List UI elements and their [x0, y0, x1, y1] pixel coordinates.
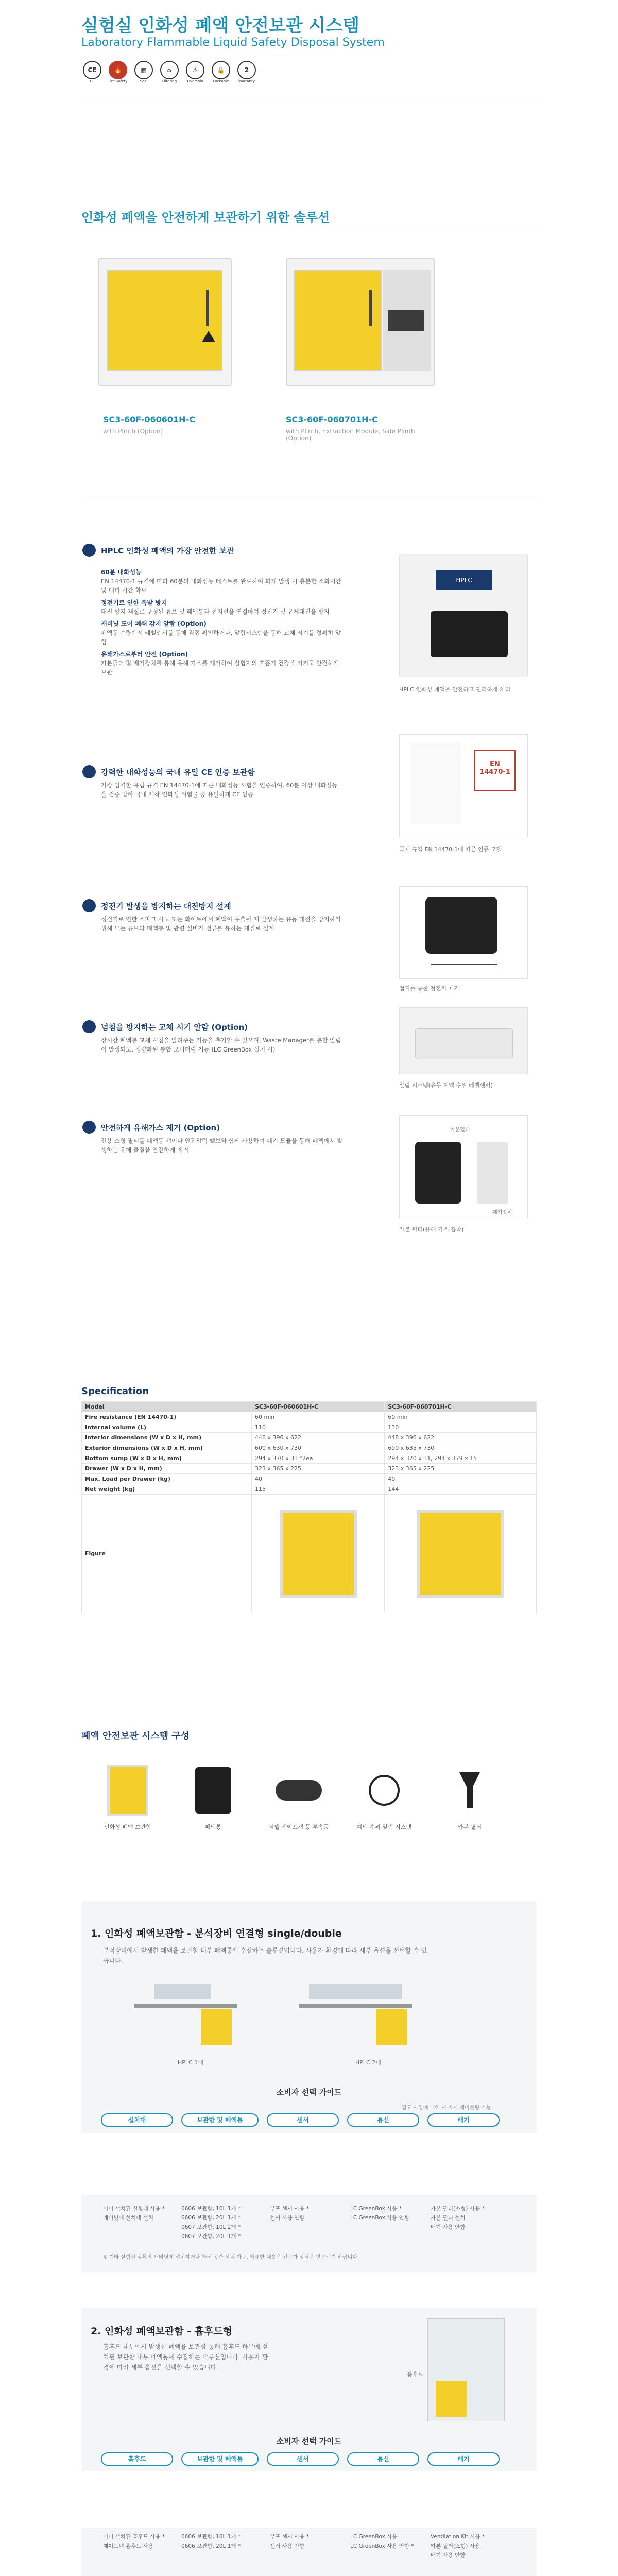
- intro-heading: 인화성 폐액을 안전하게 보관하기 위한 솔루션: [81, 210, 330, 225]
- lock-icon: 🔒 Lockable: [210, 61, 232, 87]
- step-1-body: 분석장비에서 발생한 폐액을 보관함 내부 폐액통에 수집하는 솔루션입니다. 사용자 환경에 따라 세부 옵션을 선택할 수 있습니다.: [103, 1947, 427, 1964]
- feature-4-title-row: [82, 1020, 248, 1033]
- step-1-opt-col-4: LC GreenBox 사용 * LC GreenBox 사용 안함: [350, 2206, 410, 2221]
- feature-1-item-1-body: EN 14470-1 규격에 따라 60분의 내화성능 테스트를 완료하여 화재 발생 시 충분한 소화시간 및 대피 시간 확보: [101, 578, 341, 594]
- feature-5-caption: 카본 필터(유해 가스 흡착): [399, 1226, 464, 1233]
- step-1-fig-1-label: HPLC 1대: [178, 2059, 203, 2066]
- tab-communication[interactable]: 통신: [347, 2113, 419, 2127]
- filter-icon: [82, 1121, 96, 1134]
- system-item-level-alarm: 폐액 수위 알림 시스템: [352, 1762, 416, 1831]
- table-row: Drawer (W x D x H, mm) 323 x 365 x 225 323 x 365 x 225: [82, 1464, 537, 1474]
- feature-3-body: 정전기로 인한 스파크 사고 또는 화이트에서 폐액이 유출될 때 발생하는 유동 대전을 방지하기 위해 모든 튜브와 폐액통 및 관련 설비가 전류를 통하는 재질로 설계: [101, 916, 341, 932]
- step-2-opt-col-5: Ventilation Kit 사용 * 카본 필터(소형) 사용 배기 사용 안함: [431, 2534, 485, 2558]
- step-2-opt-col-3: 부포 센서 사용 * 센서 사용 안함: [270, 2534, 310, 2549]
- fire-safety-icon: 🔥 Fire Safety: [107, 61, 129, 87]
- grounding-image: [399, 886, 528, 979]
- feature-1-item-1-head: 60분 내화성능: [101, 569, 142, 576]
- tab-fumehood[interactable]: 흄후드: [101, 2452, 173, 2466]
- table-row: Max. Load per Drawer (kg) 40 40: [82, 1474, 537, 1484]
- product-desc-2: with Plinth, Extraction Module, Side Plinth (Option): [286, 428, 415, 442]
- table-row: Fire resistance (EN 14470-1) 60 min 60 min: [82, 1412, 537, 1422]
- seal-icon: ▦ Seal: [133, 61, 154, 87]
- table-row: Interior dimensions (W x D x H, mm) 448 x 396 x 622 448 x 396 x 622: [82, 1433, 537, 1443]
- tab-exhaust[interactable]: 배기: [427, 2452, 500, 2466]
- feature-1-item-4-head: 유해가스로부터 안전 (Option): [101, 651, 188, 658]
- spec-col-2: SC3-60F-060701H-C: [385, 1402, 537, 1412]
- tab-communication[interactable]: 통신: [347, 2452, 419, 2466]
- table-row: Net weight (kg) 115 144: [82, 1484, 537, 1495]
- step-1-options-images: [81, 2133, 537, 2195]
- step-1-opt-col-2: 0606 보관함, 10L 1개 * 0606 보관함, 20L 1개 * 0607 보관함, 10L 2개 * 0607 보관함, 20L 1개 *: [181, 2206, 241, 2240]
- page-title: 실험실 인화성 폐액 안전보관 시스템: [81, 15, 360, 36]
- feature-4-caption: 알림 시스템(유무 폐액 수위 레벨센서): [399, 1082, 493, 1089]
- flame-icon: [82, 544, 96, 557]
- spec-heading: Specification: [81, 1386, 149, 1397]
- step-2-guide-title: 소비자 선택 가이드: [276, 2436, 342, 2446]
- ce-mark-icon: CE CE: [81, 61, 103, 87]
- feature-1-caption: HPLC 인화성 폐액을 안전하고 편리하게 처리: [399, 686, 511, 693]
- bolt-icon: [82, 899, 96, 912]
- step-1-fig-1: [134, 1978, 237, 2050]
- feature-3-caption: 접지를 통한 정전기 제거: [399, 985, 459, 992]
- table-row: Bottom sump (W x D x H, mm) 294 x 370 x 31 *2ea 294 x 370 x 31, 294 x 379 x 15: [82, 1453, 537, 1464]
- step-2-fumehood-image: [427, 2318, 505, 2421]
- step-1-fig-2-label: HPLC 2대: [355, 2059, 381, 2066]
- cabinet-image-2: [286, 258, 435, 386]
- step-2-fig-label: 흄후드: [407, 2371, 423, 2378]
- feature-2-title-row: [82, 765, 255, 778]
- feature-5-title: 안전하게 유해가스 제거 (Option): [101, 1123, 220, 1132]
- step-1-title: 1. 인화성 폐액보관함 - 분석장비 연결형 single/double: [91, 1928, 342, 1939]
- feature-4-title: 넘침을 방지하는 교체 시기 알람 (Option): [101, 1022, 248, 1032]
- tab-exhaust[interactable]: 배기: [427, 2113, 500, 2127]
- feature-1-item-3-body: 폐액통 수량에서 레벨센서를 통해 직접 확인하거나, 알림시스템을 통해 교체 시기를 정확히 알림: [101, 629, 341, 646]
- step-1-fig-2: [299, 1978, 412, 2050]
- greenbox-image: [399, 1007, 528, 1074]
- system-heading: 폐액 안전보관 시스템 구성: [81, 1731, 190, 1741]
- carbon-filter-image: [399, 1115, 528, 1218]
- tab-cabinet-canister[interactable]: 보관함 및 폐액통: [181, 2113, 259, 2127]
- product-model-2: SC3-60F-060701H-C: [286, 415, 378, 425]
- product-desc-1: with Plinth (Option): [103, 428, 163, 435]
- tab-sensor[interactable]: 센서: [267, 2452, 339, 2466]
- system-item-canister: 폐액통: [181, 1762, 245, 1831]
- step-1-opt-col-1: 이미 설치된 실험대 사용 * 캐비닛에 설치대 설치: [103, 2206, 165, 2221]
- bell-icon: [82, 1020, 96, 1033]
- feature-5-body: 전용 소형 필터를 폐액통 캡이나 안전압력 밸브와 함께 사용하여 폐기 모듈을 통해 폐액에서 발생하는 유해 물질을 안전하게 제거: [101, 1137, 343, 1154]
- tab-installation[interactable]: 설치대: [101, 2113, 173, 2127]
- step-1-opt-col-3: 부포 센서 사용 * 센서 사용 안함: [270, 2206, 310, 2221]
- product-model-1: SC3-60F-060601H-C: [103, 415, 195, 425]
- feature-5-title-row: [82, 1121, 220, 1134]
- filtering-icon: ⌂ Filtering: [159, 61, 180, 87]
- warranty-icon: 2 Warranty: [236, 61, 258, 87]
- table-row: Figure: [82, 1495, 537, 1613]
- feature-1-item-4-body: 카본필터 및 배기장치를 통해 유해 가스를 제거하여 실험자의 호흡기 건강을 지키고 안전하게 보관: [101, 659, 339, 676]
- cert-row: [81, 61, 258, 87]
- figure-cabinet-1: [280, 1510, 357, 1598]
- carbon-filter-label: 카본필터: [450, 1127, 470, 1133]
- feature-2-caption: 국제 규격 EN 14470-1에 따른 인증 모델: [399, 846, 502, 853]
- feature-2-title: 강력한 내화성능의 국내 유일 CE 인증 보관함: [101, 767, 255, 777]
- spec-col-model: Model: [82, 1402, 252, 1412]
- feature-2-body: 가장 엄격한 유럽 규격 EN 14470-1에 따른 내화성능 시험을 인증하여, 60분 이상 내화성능을 검증 받아 국내 제작 인화성 위험물 중 유일하게 CE 인증: [101, 782, 338, 798]
- step-1-opt-col-5: 카본 필터(소형) 사용 * 카본 필터 설치 배기 사용 안함: [431, 2206, 485, 2230]
- tab-cabinet-canister[interactable]: 보관함 및 폐액통: [181, 2452, 259, 2466]
- feature-1-item-3-head: 캐비닛 도어 폐쇄 감지 알람 (Option): [101, 620, 207, 628]
- table-row: Internal volume (L) 110 130: [82, 1422, 537, 1433]
- overload-icon: ⚠ Overcolo: [184, 61, 206, 87]
- table-row: Exterior dimensions (W x D x H, mm) 600 x 630 x 730 690 x 635 x 730: [82, 1443, 537, 1453]
- step-2-body: 흄후드 내부에서 발생한 폐액을 보관함 통해 흄후드 하부에 설치된 보관함 내부 폐액통에 수집하는 솔루션입니다. 사용자 환경에 따라 세부 옵션을 선택할 수 있습니다.: [103, 2343, 268, 2371]
- feature-1-list: [101, 568, 343, 677]
- system-item-carbon-filter: 카본 필터: [438, 1762, 502, 1831]
- cabinet-image-1: [98, 258, 232, 386]
- spec-col-1: SC3-60F-060601H-C: [252, 1402, 385, 1412]
- spec-table: [81, 1401, 537, 1613]
- system-item-cabinet: 인화성 폐액 보관함: [96, 1762, 160, 1831]
- shield-icon: [82, 765, 96, 778]
- feature-1-item-2-head: 정전기로 인한 폭발 방지: [101, 599, 167, 606]
- step-2-title: 2. 인화성 폐액보관함 - 흄후드형: [91, 2326, 233, 2337]
- exhaust-device-label: 폐기장치: [492, 1210, 512, 1215]
- page-subtitle: Laboratory Flammable Liquid Safety Disposal System: [81, 36, 385, 49]
- step-1-note: ※ 기타 실험실 상황의 캐비닛에 설치하거나 자체 공간 설치 가능. 자세한 내용은 전문가 상담을 받으시기 바랍니다.: [103, 2255, 359, 2260]
- ce-certificate-image: EN 14470-1: [399, 734, 528, 837]
- feature-4-body: 장시간 폐액통 교체 시점을 알려주는 기능을 추가할 수 있으며, Waste Manager를 통한 알림이 발생되고, 정량화된 통합 모니터링 기능 (LC GreenBox 설치 시): [101, 1037, 341, 1053]
- step-1-guide-title: 소비자 선택 가이드: [276, 2088, 342, 2097]
- feature-3-title: 정전기 발생을 방지하는 대전방지 설계: [101, 901, 231, 911]
- step-2-opt-col-1: 이미 설치된 흄후드 사용 * 제이오텍 흄후드 사용: [103, 2534, 165, 2549]
- feature-1-title-row: [82, 544, 234, 557]
- feature-3-title-row: [82, 899, 231, 912]
- step-2-options-images: [81, 2471, 537, 2528]
- step-2-opt-col-2: 0606 보관함, 10L 1개 * 0606 보관함, 20L 1개 *: [181, 2534, 241, 2549]
- tab-sensor[interactable]: 센서: [267, 2113, 339, 2127]
- system-item-accessories: 퍼넬 세이프캡 등 부속품: [267, 1762, 331, 1831]
- figure-cabinet-2: [417, 1510, 504, 1598]
- feature-1-title: HPLC 인화성 폐액의 가장 안전한 보관: [101, 546, 234, 555]
- step-2-opt-col-4: LC GreenBox 사용 LC GreenBox 사용 안함 *: [350, 2534, 414, 2549]
- hplc-image: HPLC: [399, 554, 528, 677]
- step-1-guide-note: 필요 사양에 대해 시 가시 레이블링 가능: [402, 2105, 491, 2111]
- feature-1-item-2-body: 대전 방지 재질로 구성된 튜브 및 폐액통과 접지선을 연결하여 정전기 및 유체대전을 방지: [101, 608, 330, 615]
